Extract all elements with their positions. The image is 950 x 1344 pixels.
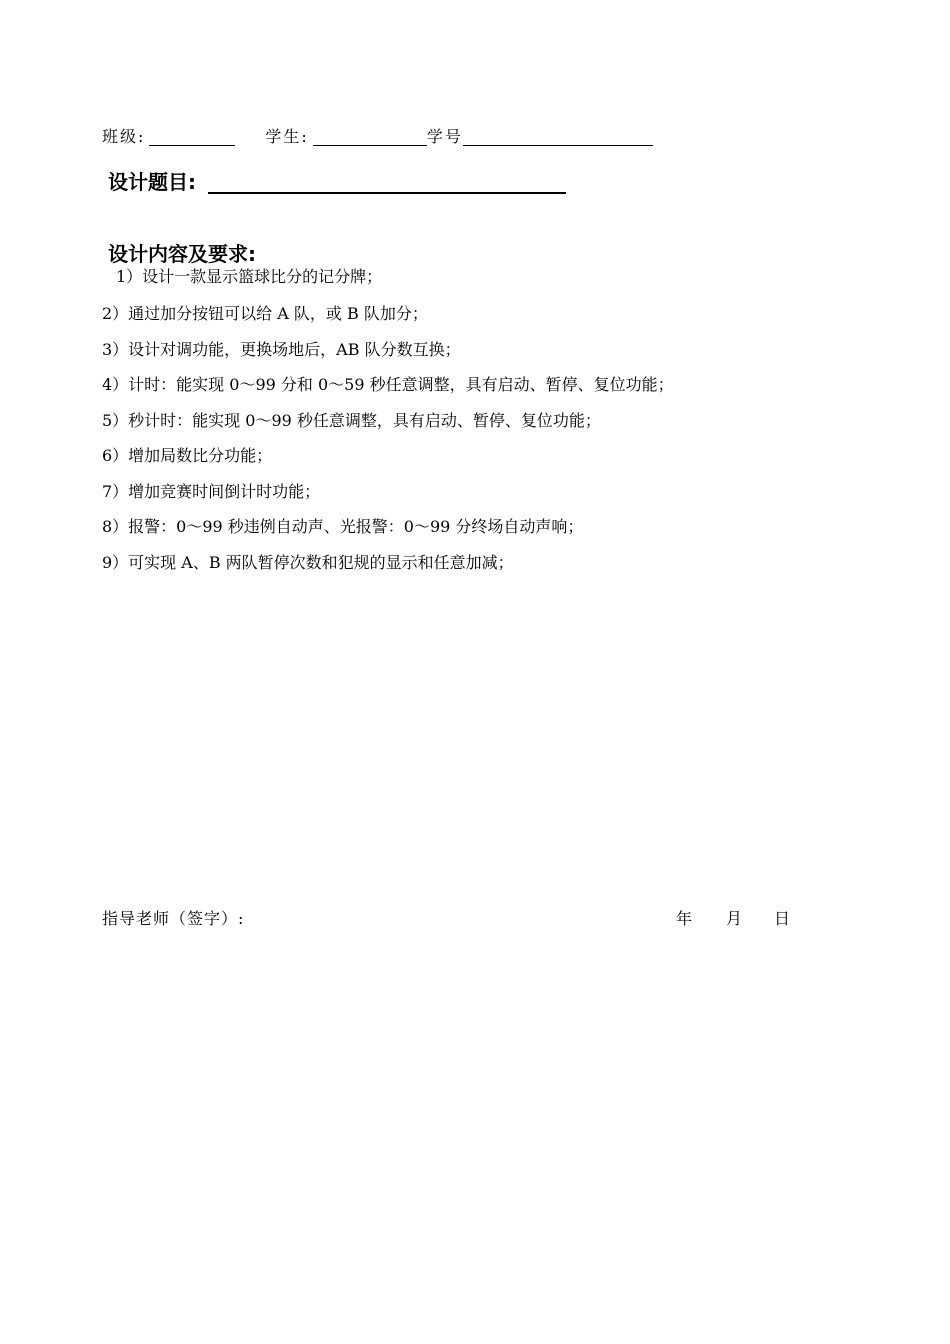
- requirement-item: 9）可实现 A、B 两队暂停次数和犯规的显示和任意加减；: [102, 552, 514, 572]
- advisor-signature-label: 指导老师（签字）:: [102, 909, 245, 928]
- design-title-row: [108, 168, 566, 196]
- design-title-blank-field[interactable]: [208, 168, 566, 194]
- requirement-item: 3）设计对调功能，更换场地后，AB 队分数互换；: [102, 339, 461, 359]
- requirements-list: [102, 266, 882, 587]
- date-month-label: 月: [726, 909, 743, 928]
- requirement-item: 5）秒计时：能实现 0～99 秒任意调整，具有启动、暂停、复位功能；: [102, 410, 601, 430]
- class-label: 班级:: [102, 127, 146, 146]
- requirements-heading: 设计内容及要求:: [108, 242, 256, 266]
- date-year-label: 年: [676, 909, 693, 928]
- requirement-item: 6）增加局数比分功能；: [102, 446, 273, 465]
- student-label: 学生:: [265, 127, 309, 146]
- requirement-item: 1）设计一款显示篮球比分的记分牌；: [116, 267, 383, 286]
- student-blank-field[interactable]: [313, 127, 427, 146]
- student-id-blank-field[interactable]: [463, 127, 653, 146]
- class-blank-field[interactable]: [149, 127, 235, 146]
- signature-row: [102, 908, 802, 930]
- student-id-label: 学号: [426, 127, 463, 146]
- student-info-row: [102, 126, 653, 148]
- requirement-item: 4）计时：能实现 0～99 分和 0～59 秒任意调整，具有启动、暂停、复位功能；: [102, 375, 674, 394]
- requirement-item: 7）增加竞赛时间倒计时功能；: [102, 481, 321, 501]
- date-day-label: 日: [774, 909, 791, 928]
- requirement-item: 2）通过加分按钮可以给 A 队，或 B 队加分；: [102, 304, 428, 323]
- design-title-label: 设计题目:: [108, 170, 196, 194]
- requirement-item: 8）报警：0～99 秒违例自动声、光报警：0～99 分终场自动声响；: [102, 517, 584, 536]
